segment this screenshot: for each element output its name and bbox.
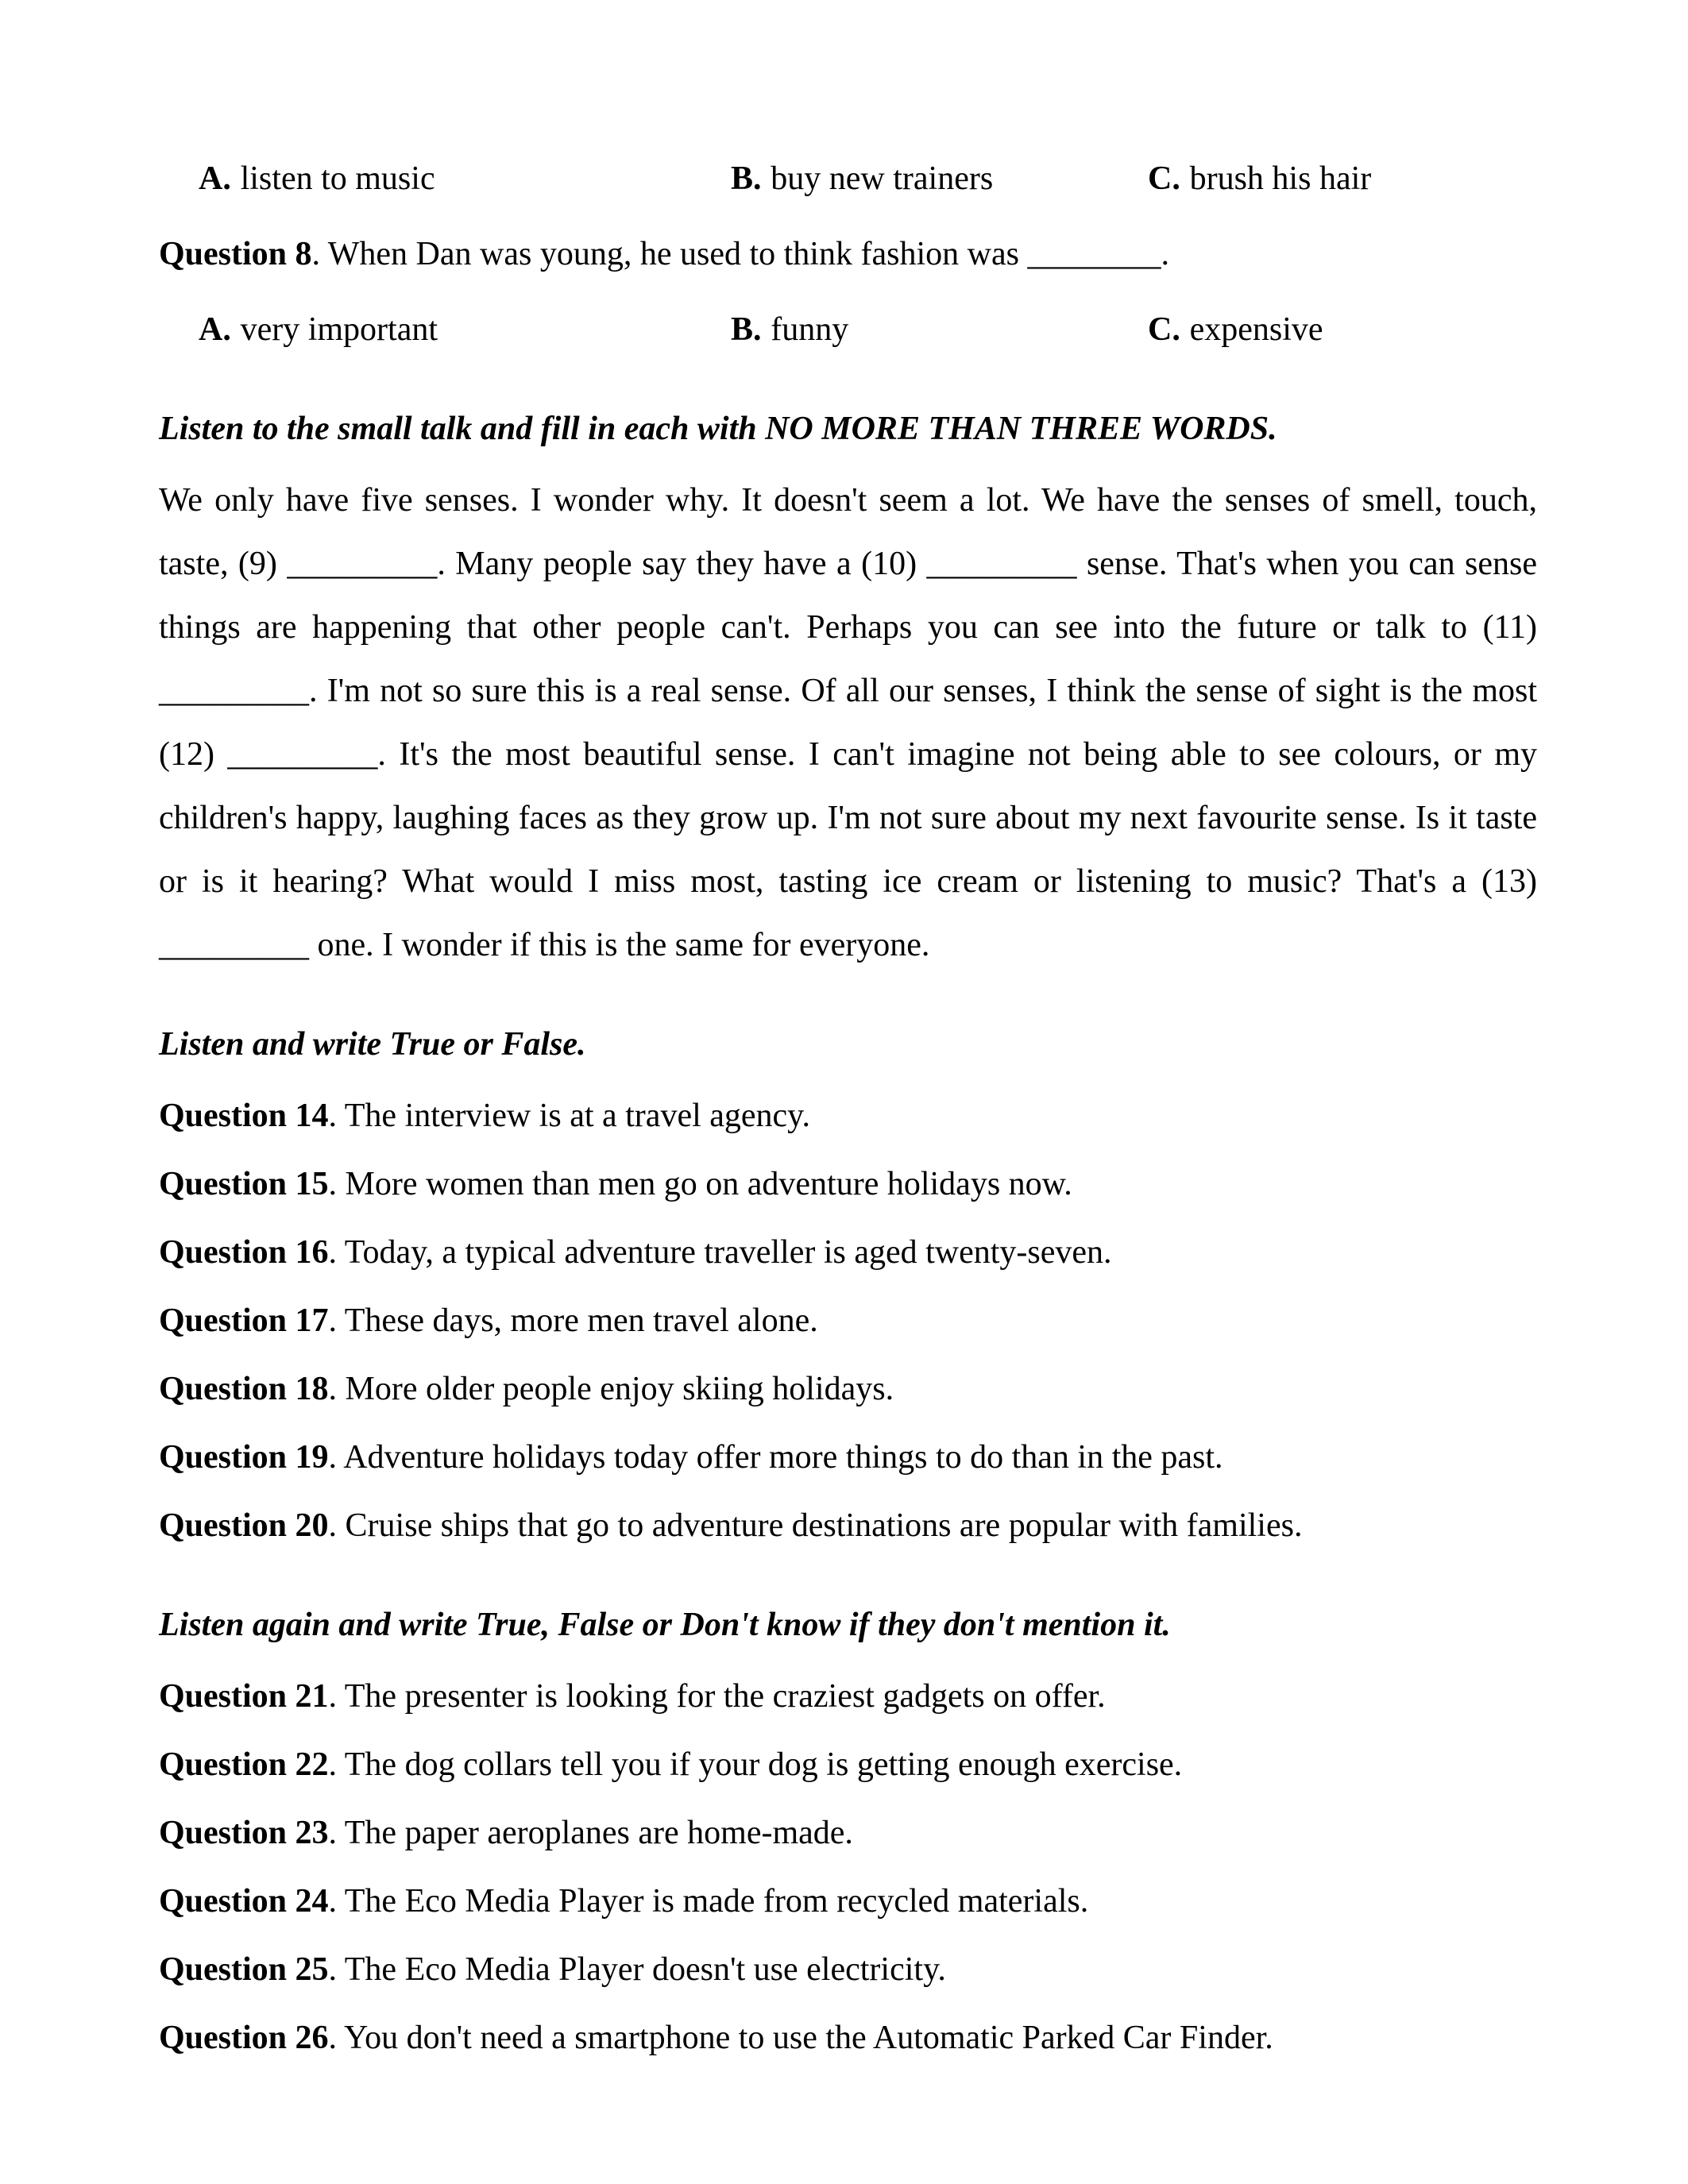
question-label: Question 15 — [159, 1166, 329, 1202]
question-text: . The Eco Media Player is made from recycled materials. — [328, 1883, 1089, 1920]
question-text: . These days, more men travel alone. — [328, 1302, 818, 1339]
question-17 — [159, 1289, 1537, 1352]
question-21 — [159, 1665, 1537, 1728]
option-text: funny — [771, 311, 849, 348]
option-c — [1148, 298, 1537, 361]
question-15 — [159, 1152, 1537, 1216]
question-8 — [159, 222, 1537, 286]
option-letter: A. — [199, 311, 231, 348]
question-text: . The interview is at a travel agency. — [328, 1098, 810, 1134]
question-text: . When Dan was young, he used to think fashion was ________. — [311, 236, 1169, 272]
option-letter: C. — [1148, 311, 1180, 348]
question-label: Question 19 — [159, 1439, 329, 1476]
option-text: listen to music — [240, 160, 435, 197]
option-c — [1148, 147, 1537, 210]
gap-fill-paragraph: We only have five senses. I wonder why. It doesn't seem a lot. We have the senses of smell, touch, taste, (9) _________. Many people say they have a (10) _________ sense. That's when you can sense things are happening that other people can't. Perhaps you can see into the future or talk to (11) _________. I'm not so sure this is a real sense. Of all our senses, I think the sense of sight is the most (12) _________. It's the most beautiful sense. I can't imagine not being able to see colours, or my children's happy, laughing faces as they grow up. I'm not sure about my next favourite sense. Is it taste or is it hearing? What would I miss most, tasting ice cream or listening to music? That's a (13) _________ one. I wonder if this is the same for everyone. — [159, 482, 1537, 963]
section-heading-gap-fill: Listen to the small talk and fill in each with NO MORE THAN THREE WORDS. — [159, 411, 1277, 447]
question-label: Question 8 — [159, 236, 312, 272]
question-label: Question 21 — [159, 1678, 329, 1715]
question-text: . Cruise ships that go to adventure destinations are popular with families. — [328, 1507, 1303, 1544]
option-text: buy new trainers — [771, 160, 994, 197]
section-heading-true-false: Listen and write True or False. — [159, 1026, 586, 1063]
question-23 — [159, 1801, 1537, 1865]
question-text: . Adventure holidays today offer more things to do than in the past. — [328, 1439, 1223, 1476]
option-a — [199, 298, 731, 361]
question-label: Question 23 — [159, 1815, 329, 1851]
option-b — [731, 147, 1148, 210]
option-b — [731, 298, 1148, 361]
question-text: . The Eco Media Player doesn't use electricity. — [328, 1951, 946, 1988]
option-letter: A. — [199, 160, 231, 197]
option-text: brush his hair — [1189, 160, 1372, 197]
question-label: Question 16 — [159, 1234, 329, 1271]
question-text: . You don't need a smartphone to use the Automatic Parked Car Finder. — [328, 2020, 1273, 2056]
question-25 — [159, 1938, 1537, 2001]
question-label: Question 24 — [159, 1883, 329, 1920]
question-label: Question 20 — [159, 1507, 329, 1544]
option-text: expensive — [1189, 311, 1323, 348]
question-19 — [159, 1426, 1537, 1489]
question-label: Question 18 — [159, 1371, 329, 1407]
option-letter: C. — [1148, 160, 1180, 197]
question-18 — [159, 1357, 1537, 1421]
option-letter: B. — [731, 160, 762, 197]
question-22 — [159, 1733, 1537, 1796]
question-26 — [159, 2006, 1537, 2070]
question-label: Question 25 — [159, 1951, 329, 1988]
question-24 — [159, 1870, 1537, 1933]
options-row-question7 — [159, 147, 1537, 210]
question-text: . The presenter is looking for the craziest gadgets on offer. — [328, 1678, 1106, 1715]
question-text: . More older people enjoy skiing holidays. — [328, 1371, 894, 1407]
option-a — [199, 147, 731, 210]
question-text: . More women than men go on adventure holidays now. — [328, 1166, 1072, 1202]
question-20 — [159, 1494, 1537, 1557]
options-row-question8 — [159, 298, 1537, 361]
question-16 — [159, 1221, 1537, 1284]
question-14 — [159, 1084, 1537, 1148]
question-label: Question 26 — [159, 2020, 329, 2056]
option-letter: B. — [731, 311, 762, 348]
question-text: . The dog collars tell you if your dog is getting enough exercise. — [328, 1746, 1183, 1783]
question-label: Question 17 — [159, 1302, 329, 1339]
question-label: Question 22 — [159, 1746, 329, 1783]
option-text: very important — [240, 311, 438, 348]
section-heading-true-false-dont-know: Listen again and write True, False or Don't know if they don't mention it. — [159, 1607, 1171, 1643]
question-text: . The paper aeroplanes are home-made. — [328, 1815, 853, 1851]
question-text: . Today, a typical adventure traveller is aged twenty-seven. — [328, 1234, 1112, 1271]
question-label: Question 14 — [159, 1098, 329, 1134]
